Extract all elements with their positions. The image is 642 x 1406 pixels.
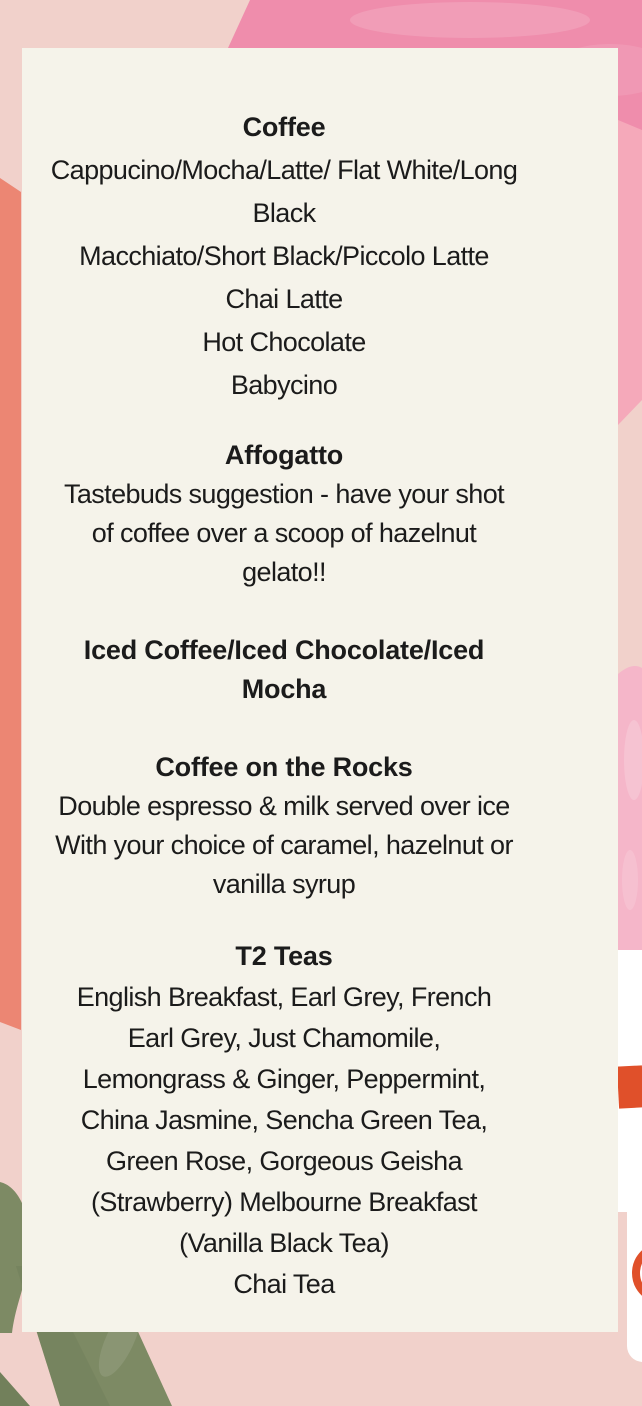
orange-block xyxy=(617,1065,642,1108)
menu-line: Black xyxy=(252,198,316,228)
menu-line: English Breakfast, Earl Grey, French xyxy=(76,982,492,1012)
watercolor-mid-pink xyxy=(618,666,642,956)
menu-line: Tastebuds suggestion - have your shot xyxy=(63,479,505,509)
menu-line: of coffee over a scoop of hazelnut xyxy=(91,518,477,548)
menu-section xyxy=(28,748,540,904)
menu-line: Double espresso & milk served over ice xyxy=(58,791,510,821)
menu-section xyxy=(28,436,540,592)
menu-section xyxy=(28,631,540,709)
menu-line: (Strawberry) Melbourne Breakfast xyxy=(91,1187,477,1217)
section-heading: Coffee on the Rocks xyxy=(155,752,413,782)
section-heading: T2 Teas xyxy=(235,941,333,971)
menu-line: Chai Tea xyxy=(233,1269,335,1299)
menu-line: Hot Chocolate xyxy=(202,327,366,357)
section-heading: Mocha xyxy=(241,674,327,704)
menu-line: (Vanilla Black Tea) xyxy=(179,1228,389,1258)
menu-line: gelato!! xyxy=(242,557,326,587)
menu-line: Green Rose, Gorgeous Geisha xyxy=(106,1146,462,1176)
menu-line: Babycino xyxy=(230,370,338,400)
menu-section xyxy=(28,106,540,407)
section-heading: Iced Coffee/Iced Chocolate/Iced xyxy=(83,635,485,665)
menu-line: China Jasmine, Sencha Green Tea, xyxy=(80,1105,488,1135)
menu-line: Chai Latte xyxy=(225,284,343,314)
menu-line: Lemongrass & Ginger, Peppermint, xyxy=(82,1064,486,1094)
section-heading: Coffee xyxy=(242,112,326,142)
salmon-stripe xyxy=(0,178,21,1030)
menu-line: Earl Grey, Just Chamomile, xyxy=(127,1023,441,1053)
menu-line: vanilla syrup xyxy=(212,869,356,899)
menu-section xyxy=(28,936,540,1305)
menu-sections xyxy=(28,48,540,1305)
menu-card xyxy=(22,48,618,1332)
section-heading: Affogatto xyxy=(224,440,344,470)
menu-line: Cappucino/Mocha/Latte/ Flat White/Long xyxy=(50,155,518,185)
menu-line: Macchiato/Short Black/Piccolo Latte xyxy=(79,241,489,271)
rose-pink-band xyxy=(618,120,642,425)
menu-line: With your choice of caramel, hazelnut or xyxy=(55,830,513,860)
